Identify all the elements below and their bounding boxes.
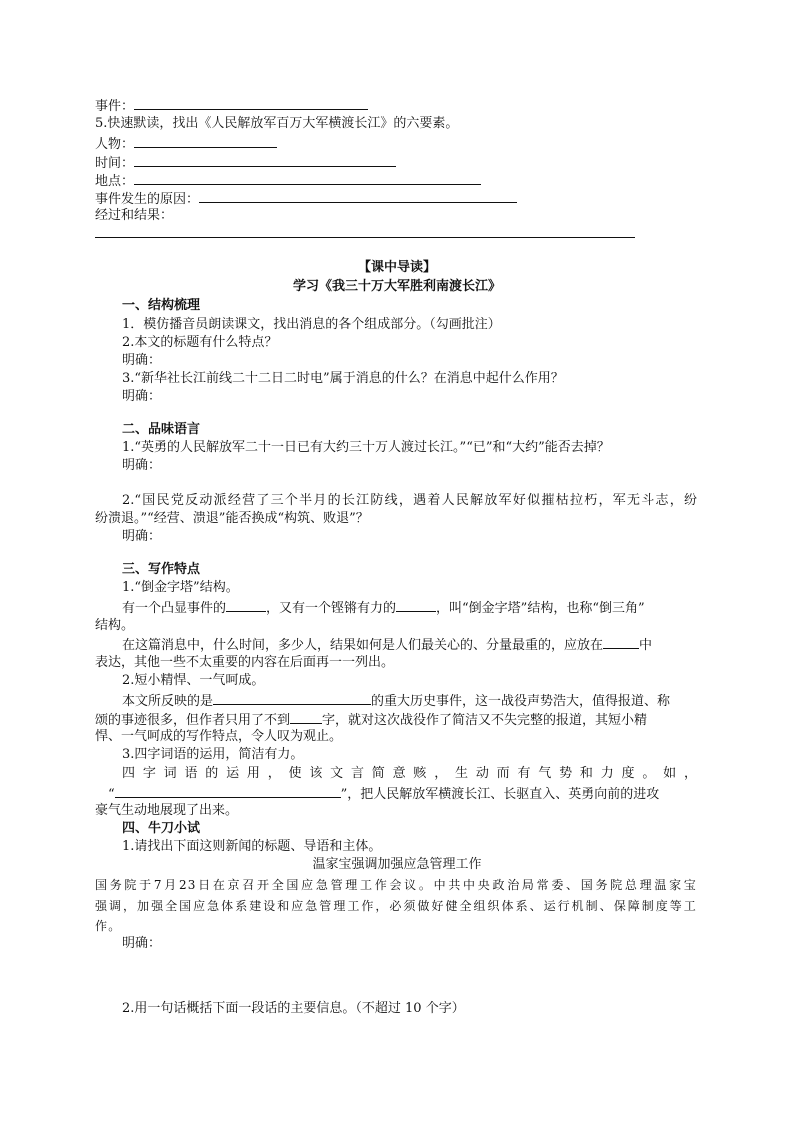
- s1-p2-text-a: 在这篇消息中，什么时间，多少人，结果如何是人们最关心的、分量最重的，应放在: [122, 638, 604, 653]
- part3-s3-title: 3.四字词语的运用，简洁有力。: [122, 747, 304, 762]
- part2-title: 二、品味语言: [122, 422, 201, 437]
- news-title: 温家宝强调加强应急管理工作: [312, 857, 482, 872]
- part3-s1-title: 1.“倒金字塔”结构。: [122, 580, 239, 595]
- s2-blank-2[interactable]: [290, 710, 322, 724]
- s1-text-c: ，叫“倒金字塔”结构，也称“倒三角”: [436, 601, 645, 616]
- cause-blank[interactable]: [199, 189, 517, 203]
- news-line-1: 国务院于7月23日在京召开全国应急管理工作会议。中共中央政治局常委、国务院总理温家宝: [95, 878, 697, 892]
- cause-line: [95, 189, 517, 209]
- part1-q2: 2.本文的标题有什么特点？: [122, 335, 278, 350]
- event-line: [95, 96, 368, 116]
- s2-blank-1[interactable]: [213, 691, 371, 705]
- section-heading: 【课中导读】: [357, 260, 436, 275]
- s3-line2-text: ”，把人民解放军横渡长江、长驱直入、英勇向前的进攻: [340, 787, 660, 802]
- s2-text-a: 本文所反映的是: [122, 694, 214, 709]
- s2-line2-text-b: 字，就对这次战役作了简洁又不失完整的报道，其短小精: [322, 713, 648, 728]
- s1-p2-blank[interactable]: [603, 635, 639, 649]
- part4-q1: 1.请找出下面这则新闻的标题、导语和主体。: [122, 839, 382, 854]
- people-blank[interactable]: [134, 134, 277, 148]
- part4-q2: 2.用一句话概括下面一段话的主要信息。（不超过 10 个字）: [122, 1001, 465, 1016]
- process-label: 经过和结果：: [95, 208, 174, 223]
- event-label: 事件：: [95, 99, 135, 114]
- time-label: 时间：: [95, 156, 135, 171]
- part2-answer-label-2: 明确：: [122, 529, 162, 544]
- s1-p2-text-b: 中: [639, 638, 653, 653]
- s2-text-b: 的重大历史事件，这一战役声势浩大，值得报道、称: [371, 694, 671, 709]
- s3-blank[interactable]: [115, 784, 341, 798]
- s1-text-b: ，又有一个铿锵有力的: [266, 601, 397, 616]
- s1-blank-1[interactable]: [226, 598, 266, 612]
- part4-title: 四、牛刀小试: [122, 821, 201, 836]
- part4-answer-label: 明确：: [122, 936, 162, 951]
- place-label: 地点：: [95, 174, 135, 189]
- event-blank[interactable]: [134, 96, 368, 110]
- part1-answer-label: 明确：: [122, 353, 162, 368]
- question-5: 5.快速默读，找出《人民解放军百万大军横渡长江》的六要素。: [95, 116, 459, 131]
- s1-blank-2[interactable]: [396, 598, 436, 612]
- place-line: [95, 171, 481, 191]
- part1-q1: 1．模仿播音员朗读课文，找出消息的各个组成部分。（勾画批注）: [122, 317, 501, 332]
- part3-s2-line1: [122, 691, 670, 711]
- s1-text-a: 有一个凸显事件的: [122, 601, 227, 616]
- part3-s3-line2: [108, 784, 659, 804]
- cause-label: 事件发生的原因：: [95, 192, 200, 207]
- section-subheading: 学习《我三十万大军胜利南渡长江》: [292, 279, 501, 294]
- part3-s1-line1: [122, 598, 645, 618]
- news-line-3: 作。: [95, 919, 122, 933]
- part2-q2-line1: 2.“国民党反动派经营了三个半月的长江防线，遇着人民解放军好似摧枯拉朽，军无斗志，纷: [122, 493, 697, 508]
- time-blank[interactable]: [134, 153, 396, 167]
- part3-s1-p2-line1: [122, 635, 652, 655]
- news-line-2: 强调，加强全国应急体系建设和应急管理工作，必须做好健全组织体系、运行机制、保障制度等工: [95, 899, 697, 913]
- part3-s2-title: 2.短小精悍、一气呵成。: [122, 673, 265, 688]
- s3-open-quote: “: [108, 787, 115, 802]
- part1-q3: 3.“新华社长江前线二十二日二时电”属于消息的什么？在消息中起什么作用？: [122, 371, 564, 386]
- part2-answer-label: 明确：: [122, 458, 162, 473]
- time-line: [95, 153, 396, 173]
- part3-s3-line3: 豪气生动地展现了出来。: [95, 803, 239, 818]
- part3-title: 三、写作特点: [122, 562, 201, 577]
- part3-s2-line3: 悍、一气呵成的写作特点，令人叹为观止。: [95, 729, 343, 744]
- part2-q1: 1.“英勇的人民解放军二十一日已有大约三十万人渡过长江。”“已”和“大约”能否去掉？: [122, 440, 610, 455]
- process-blank[interactable]: [95, 237, 635, 238]
- people-line: [95, 134, 277, 154]
- part3-s1-line2: 结构。: [95, 618, 135, 633]
- s2-line2-text-a: 颂的事迹很多，但作者只用了不到: [95, 713, 291, 728]
- part1-title: 一、结构梳理: [122, 298, 201, 313]
- part2-q2-line2: 纷溃退。”“经营、溃退”能否换成“构筑、败退”？: [95, 511, 369, 526]
- place-blank[interactable]: [134, 171, 481, 185]
- part1-answer-label-2: 明确：: [122, 389, 162, 404]
- part3-s1-p2-line2: 表达，其他一些不太重要的内容在后面再一一列出。: [95, 655, 395, 670]
- people-label: 人物：: [95, 137, 135, 152]
- part3-s3-line1: 四字词语的运用，使该文言简意赅，生动而有气势和力度。如，: [122, 766, 697, 781]
- part3-s2-line2: [95, 710, 647, 730]
